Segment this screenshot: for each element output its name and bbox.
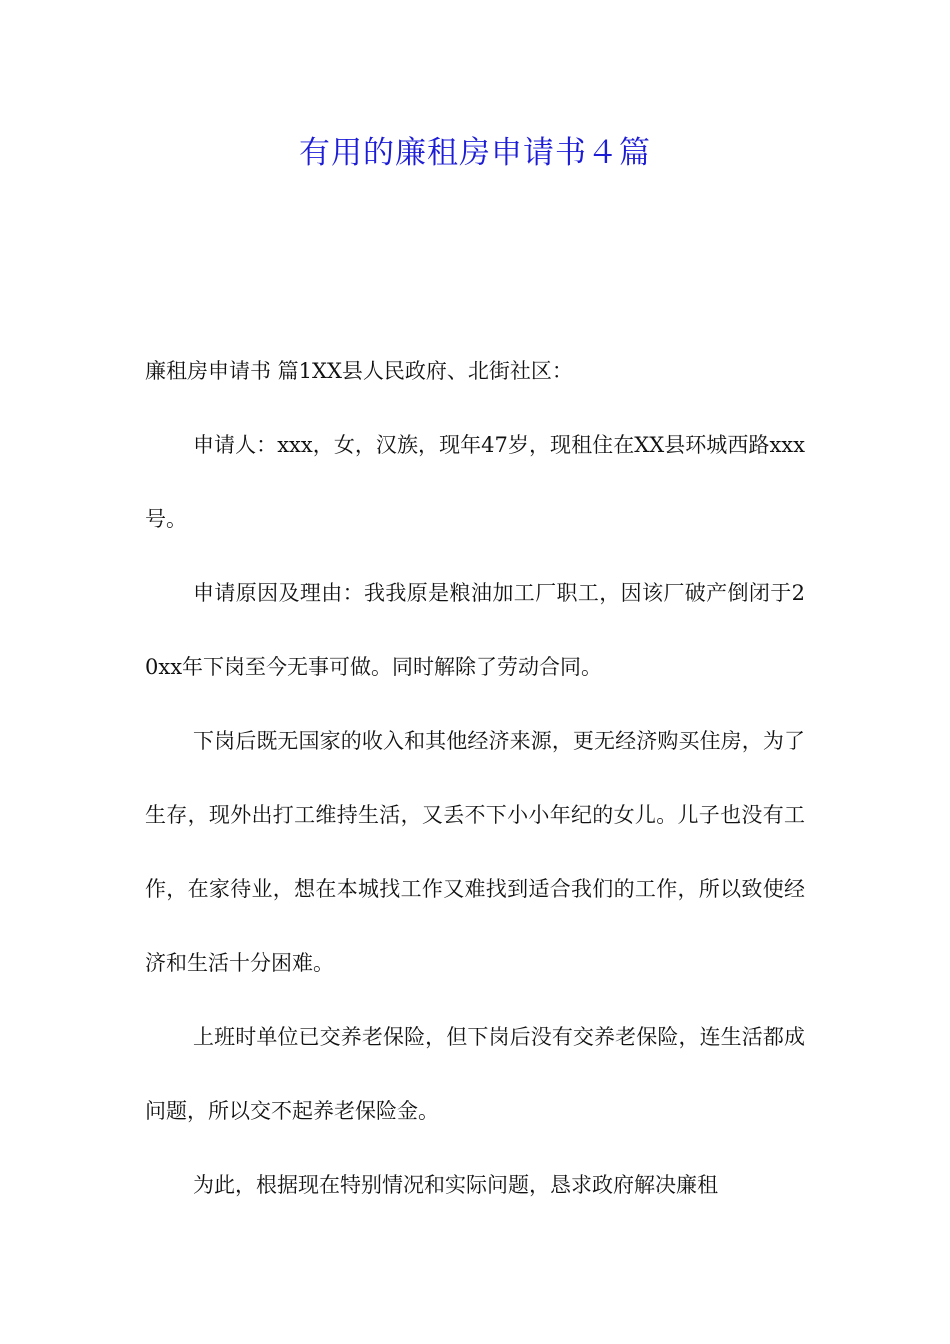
salutation-paragraph: 廉租房申请书 篇1XX县人民政府、北街社区： [145, 359, 573, 383]
hardship-paragraph: 下岗后既无国家的收入和其他经济来源，更无经济购买住房，为了生存，现外出打工维持生活，又丢不下小小年纪的女儿。儿子也没有工作，在家待业，想在本城找工作又难找到适合我们的工作，所以致使经济和生活十分困难。 [145, 729, 805, 975]
document-title: 有用的廉租房申请书４篇 [299, 135, 651, 171]
reason-paragraph: 申请原因及理由：我我原是粮油加工厂职工，因该厂破产倒闭于20xx年下岗至今无事可做。同时解除了劳动合同。 [145, 581, 805, 679]
insurance-paragraph: 上班时单位已交养老保险，但下岗后没有交养老保险，连生活都成问题，所以交不起养老保险金。 [145, 1025, 805, 1123]
request-paragraph: 为此，根据现在特别情况和实际问题，恳求政府解决廉租 [193, 1173, 718, 1197]
applicant-paragraph: 申请人：xxx，女，汉族，现年47岁，现租住在XX县环城西路xxx号。 [145, 433, 805, 531]
document-body [145, 334, 805, 1222]
